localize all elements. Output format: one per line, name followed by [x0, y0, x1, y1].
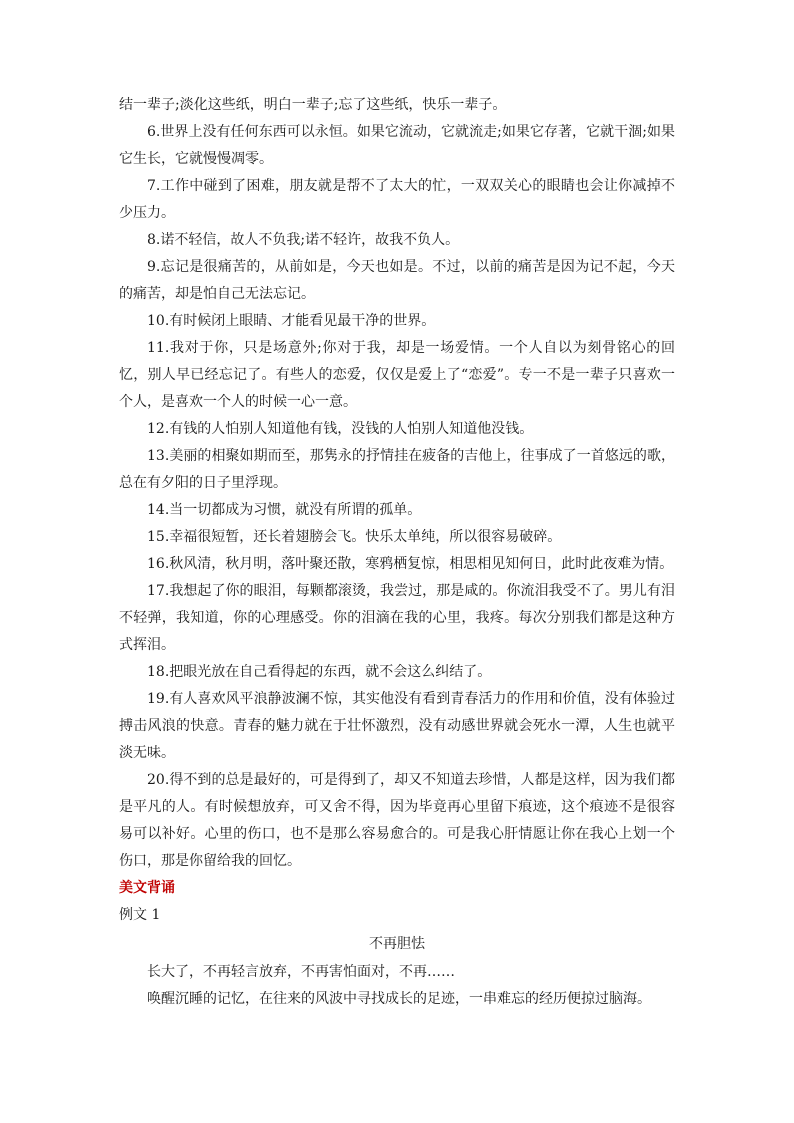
- quote-paragraph-14: 14.当一切都成为习惯，就没有所谓的孤单。: [147, 502, 422, 518]
- quote-paragraph-11: 11.我对于你，只是场意外;你对于我，却是一场爱情。一个人自以为刻骨铭心的回忆，别人早已经忘记了。有些人的恋爱，仅仅是爱上了“恋爱”。专一不是一辈子只喜欢一个人，是喜欢一个人的时候一心一意。: [119, 340, 675, 410]
- quote-paragraph-16: 16.秋风清，秋月明，落叶聚还散，寒鸦栖复惊，相思相见知何日，此时此夜难为情。: [147, 556, 674, 572]
- essay-paragraph: 长大了，不再轻言放弃，不再害怕面对，不再……: [147, 964, 455, 980]
- essay-title: 不再胆怯: [369, 936, 425, 952]
- quote-paragraph-19: 19.有人喜欢风平浪静波澜不惊，其实他没有看到青春活力的作用和价值，没有体验过搏击风浪的快意。青春的魅力就在于壮怀激烈，没有动感世界就会死水一潭，人生也就平淡无味。: [119, 691, 675, 761]
- quote-paragraph-20: 20.得不到的总是最好的，可是得到了，却又不知道去珍惜，人都是这样，因为我们都是平凡的人。有时候想放弃，可又舍不得，因为毕竟再心里留下痕迹，这个痕迹不是很容易可以补好。心里的伤口，也不是那么容易愈合的。可是我心肝情愿让你在我心上划一个伤口，那是你留给我的回忆。: [119, 772, 675, 869]
- quote-paragraph-17: 17.我想起了你的眼泪，每颗都滚烫，我尝过，那是咸的。你流泪我受不了。男儿有泪不轻弹，我知道，你的心理感受。你的泪滴在我的心里，我疼。每次分别我们都是这种方式挥泪。: [119, 583, 675, 653]
- quote-paragraph-13: 13.美丽的相聚如期而至，那隽永的抒情挂在疲备的吉他上，往事成了一首悠远的歌，总在有夕阳的日子里浮现。: [119, 448, 675, 491]
- quote-paragraph-8: 8.诺不轻信，故人不负我;诺不轻许，故我不负人。: [147, 232, 460, 248]
- example-label: 例文 1: [119, 907, 161, 923]
- quote-paragraph-10: 10.有时候闭上眼睛、才能看见最干净的世界。: [147, 313, 436, 329]
- quote-paragraph-9: 9.忘记是很痛苦的，从前如是，今天也如是。不过，以前的痛苦是因为记不起，今天的痛苦，却是怕自己无法忘记。: [119, 259, 675, 302]
- quote-paragraph-18: 18.把眼光放在自己看得起的东西，就不会这么纠结了。: [147, 664, 492, 680]
- quote-paragraph-12: 12.有钱的人怕别人知道他有钱，没钱的人怕别人知道他没钱。: [147, 421, 534, 437]
- paragraph-continuation: 结一辈子;淡化这些纸，明白一辈子;忘了这些纸，快乐一辈子。: [119, 97, 507, 113]
- quote-paragraph-7: 7.工作中碰到了困难，朋友就是帮不了太大的忙，一双双关心的眼睛也会让你减掉不少压力。: [119, 178, 675, 221]
- essay-paragraph: 唤醒沉睡的记忆，在往来的风波中寻找成长的足迹，一串难忘的经历便掠过脑海。: [147, 991, 651, 1007]
- section-heading: 美文背诵: [119, 880, 175, 896]
- quote-paragraph-15: 15.幸福很短暂，还长着翅膀会飞。快乐太单纯，所以很容易破碎。: [147, 529, 562, 545]
- document-page: [119, 92, 675, 1013]
- quote-paragraph-6: 6.世界上没有任何东西可以永恒。如果它流动，它就流走;如果它存著，它就干涸;如果它生长，它就慢慢凋零。: [119, 124, 675, 167]
